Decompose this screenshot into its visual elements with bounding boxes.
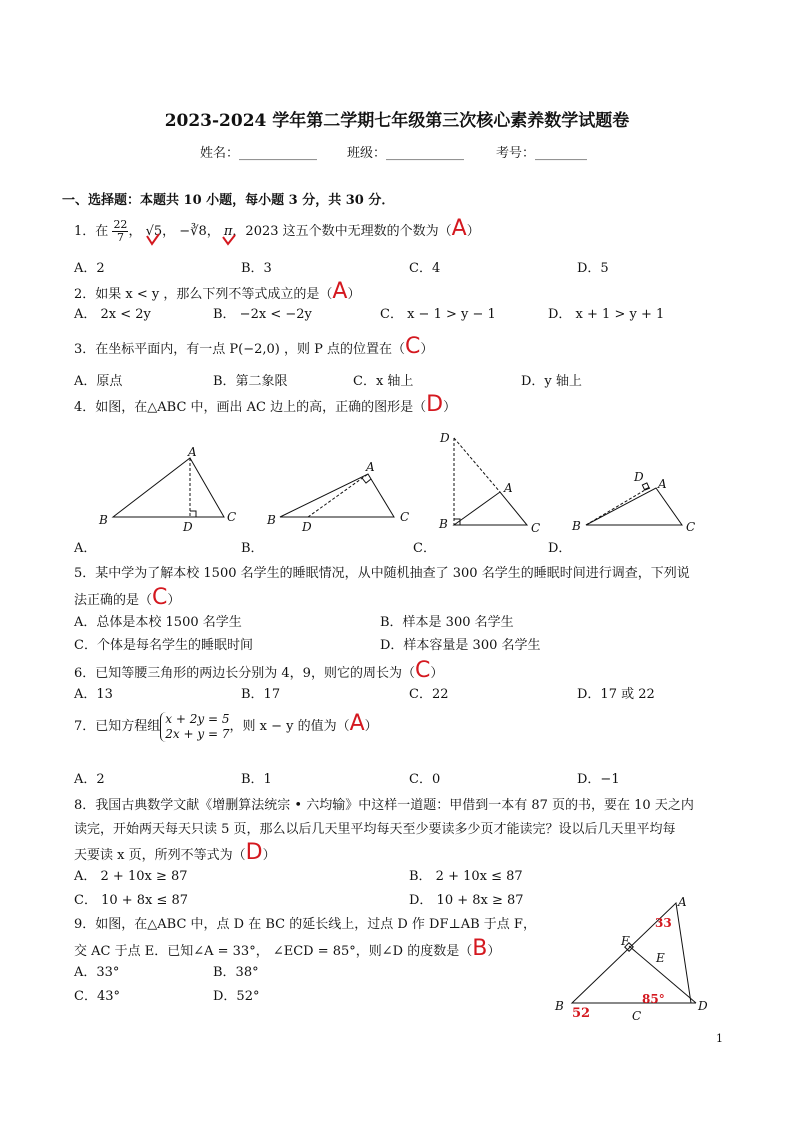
extension-c [454,438,500,492]
name-field [200,142,317,161]
q5-close: ） [167,593,181,608]
q1-option-d: D．5 [577,261,609,276]
q7-option-d: D．−1 [577,772,620,787]
q1-cbrt8: −∛8 [179,224,207,239]
altitude-b [308,474,368,517]
q5-handwritten-answer: C [152,585,168,610]
q4-option-a: A． [74,541,97,556]
q9-close: ） [487,944,501,959]
q6-option-a: A．13 [74,687,113,702]
q9-line-2-text: 交 AC 于点 E．已知∠A = 33°， ∠ECD = 85°，则∠D 的度数是（ [74,944,473,959]
q9-option-d: D．52° [213,989,260,1004]
q4-option-d: D． [548,541,572,556]
q6-handwritten-answer: C [414,658,431,683]
q3-option-b: B．第二象限 [213,374,288,389]
q7-eq-1: x + 2y = 5 [165,711,230,726]
triangle-a [113,458,224,517]
q2-text: 2．如果 x < y ，那么下列不等式成立的是（ [74,287,333,302]
q7-eq-2: 2x + y = 7 [165,726,230,741]
q1-fraction [112,219,128,244]
q6-option-b: B．17 [241,687,281,702]
q1-option-a: A．2 [74,261,105,276]
exam-no-label: 考号： [496,146,536,161]
q7-option-a: A．2 [74,772,105,787]
q3-option-a: A．原点 [74,374,123,389]
label-f: F [621,934,630,948]
q8-line-1: 8．我国古典数学文献《增删算法统宗 • 六均输》中这样一道题：甲借到一本有 87 页的书，要在 10 天之内 [74,798,694,813]
label-b: B [555,999,564,1013]
q8-line-3-text: 天要读 x 页，所列不等式为（ [74,848,246,863]
q8-option-d: D． 10 + 8x ≥ 87 [409,893,524,908]
q6-option-c: C．22 [409,687,449,702]
q7-tail: ，则 x − y 的值为（ [229,719,350,734]
q7-equation-system [160,712,229,742]
q4-option-c: C． [413,541,436,556]
q8-line-2: 读完，开始两天每天只读 5 页，那么以后几天里平均每天至少要读多少页才能读完？设以后几天里平均每 [74,822,676,837]
q3-handwritten-answer: C [405,334,421,359]
q5-line-2-text: 法正确的是（ [74,593,153,608]
label-c: C [531,521,541,535]
triangle-d [586,488,682,525]
name-blank: ____________ [239,146,318,161]
q5-line-1: 5．某中学为了解本校 1500 名学生的睡眠情况，从中随机抽查了 300 名学生的睡眠时间进行调查，下列说 [74,566,690,581]
right-angle-a [190,511,196,517]
q2-option-b: B． −2x < −2y [213,307,312,322]
q4-figure-d [571,470,695,534]
q4-option-b: B． [241,541,264,556]
exam-no-field [496,142,587,161]
q9-figure [545,893,720,1023]
q1-frac-num: 22 [113,218,128,231]
q4-figures [90,428,710,540]
q6-text: 6．已知等腰三角形的两边长分别为 4，9，则它的周长为（ [74,666,415,681]
q4-text: 4．如图，在△ABC 中，画出 AC 边上的高，正确的图形是（ [74,400,427,415]
section-heading: 一、选择题：本题共 10 小题，每小题 3 分，共 30 分． [62,193,395,208]
q7-option-b: B．1 [241,772,272,787]
q2-option-a: A． 2x < 2y [74,307,151,322]
q1-pi: π [223,224,233,239]
q2-option-d: D． x + 1 > y + 1 [548,307,665,322]
page-title: 2023-2024 学年第二学期七年级第三次核心素养数学试题卷 [164,111,630,131]
q1-option-c: C．4 [409,261,441,276]
q8-handwritten-answer: D [245,840,263,865]
question-2 [74,279,360,304]
label-d: D [302,520,312,534]
q9-option-c: C．43° [74,989,120,1004]
class-label: 班级： [347,146,387,161]
q7-option-c: C．0 [409,772,441,787]
q3-option-d: D．y 轴上 [521,374,582,389]
q5-option-c: C．个体是每名学生的睡眠时间 [74,638,253,653]
q4-figure-c [438,431,540,535]
q1-option-b: B．3 [241,261,272,276]
right-angle-b [362,478,371,483]
exam-no-blank: ________ [535,146,588,161]
q9-option-b: B．38° [213,965,259,980]
q8-close: ） [262,848,276,863]
q1-frac-den: 7 [116,231,124,244]
label-a: A [366,460,375,474]
question-3 [74,334,433,359]
q3-text: 3．在坐标平面内，有一点 P(−2,0) ，则 P 点的位置在（ [74,342,406,357]
q4-figure-b [266,460,409,534]
q3-option-c: C．x 轴上 [353,374,414,389]
q9-line-2 [74,936,500,961]
triangle-b [280,474,394,517]
question-1: 1．在 $\frac{22}{7}$ ， √5， −∛8， π，2023 这五个数中无理数的个数为（A） [74,216,480,244]
q8-option-a: A． 2 + 10x ≥ 87 [74,869,188,884]
note-angle-b: 52 [572,1006,591,1021]
label-b: B [439,517,448,531]
q5-option-a: A．总体是本校 1500 名学生 [74,615,242,630]
q3-close: ） [420,342,434,357]
note-angle-a: 33 [655,916,672,930]
triangle-c [454,492,527,525]
label-a: A [658,477,667,491]
label-d: D [634,470,644,484]
class-blank: ____________ [386,146,465,161]
label-b: B [267,513,276,527]
label-d: D [183,520,193,534]
q1-check-marks [143,232,243,248]
label-b: B [572,519,581,533]
q5-option-d: D．样本容量是 300 名学生 [380,638,541,653]
label-c: C [686,520,696,534]
name-label: 姓名： [200,146,240,161]
label-d: D [698,999,708,1013]
label-a: A [504,481,513,495]
q4-figure-a [98,445,236,534]
q1-sqrt5: √5 [145,224,163,239]
q2-option-c: C． x − 1 > y − 1 [380,307,496,322]
check-mark-pi [223,235,235,244]
q1-number: 1． [74,224,96,239]
label-c: C [400,510,410,524]
triangle-abc [572,903,691,1003]
label-c: C [632,1009,642,1023]
q9-line-1: 9．如图，在△ABC 中，点 D 在 BC 的延长线上，过点 D 作 DF⊥AB 于点 F， [74,917,536,932]
check-mark-sqrt5 [147,234,159,244]
q9-handwritten-answer: B [472,936,488,961]
note-angle-ecd: 85° [642,992,665,1006]
class-field [347,142,464,161]
question-7 [74,711,378,742]
q6-close: ） [430,666,444,681]
q9-option-a: A．33° [74,965,120,980]
q4-close: ） [443,400,457,415]
altitude-d [586,490,645,525]
label-a: A [678,895,687,909]
q8-line-3 [74,840,276,865]
q2-handwritten-answer: A [332,279,348,304]
question-4 [74,392,456,417]
q2-close: ） [347,287,361,302]
q1-pre: 在 [95,224,109,239]
q5-line-2 [74,585,180,610]
q1-handwritten-answer: A [451,216,467,241]
q8-option-c: C． 10 + 8x ≤ 87 [74,893,189,908]
q1-close: ） [466,224,480,239]
q6-option-d: D．17 或 22 [577,687,655,702]
q7-close: ） [364,719,378,734]
label-c: C [227,510,237,524]
q7-handwritten-answer: A [349,711,365,736]
q8-option-b: B． 2 + 10x ≤ 87 [409,869,523,884]
q1-tail: ，2023 这五个数中无理数的个数为（ [232,224,452,239]
question-6 [74,658,443,683]
label-d: D [440,431,450,445]
q7-pre: 7．已知方程组 [74,719,161,734]
page-number: 1 [716,1032,723,1045]
label-e: E [656,951,665,965]
label-b: B [99,513,108,527]
q4-handwritten-answer: D [426,392,444,417]
q5-option-b: B．样本是 300 名学生 [380,615,514,630]
label-a: A [188,445,197,459]
